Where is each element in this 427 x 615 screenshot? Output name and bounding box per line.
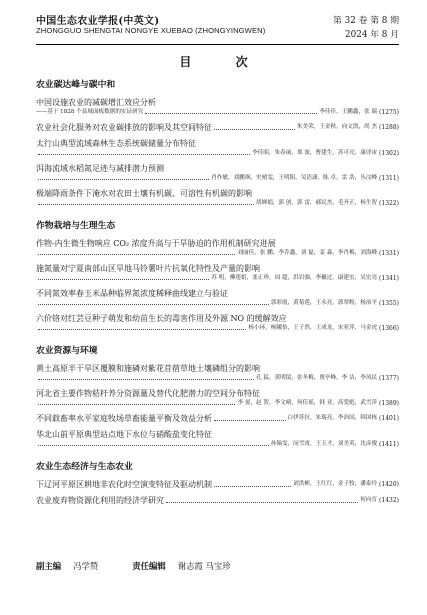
article-title[interactable]: 不同载畜率水平家庭牧场草畜能量平衡及效益分析 [36,414,212,423]
article-title[interactable]: 六价铬对红芸豆种子萌发和幼苗生长的毒害作用及外源 NO 的缓解效应 [36,314,287,323]
toc-entry[interactable] [36,263,399,283]
toc-section [36,80,399,208]
page-number: (1288) [379,124,399,131]
issue-date: 2024 年 8 月 [345,30,399,40]
article-title[interactable]: 河北省主要作物秸秆养分资源量及替代化肥潜力的空间分布特征 [36,389,260,398]
article-authors: 胡婵娟，郭 创，郭 雷，郝民杰，毛齐正，杨生智 [256,200,378,206]
article-authors: 白伊苏拉，朱瑞亮，李治国，韩国栋 [287,415,378,421]
journal-title: 中国生态农业学报(中英文) [36,16,160,27]
section-title: 农业资源与环境 [36,346,98,356]
dot-leader [38,445,269,446]
deputy-editor-label: 副主编 [36,561,62,571]
toc-section [36,462,399,506]
section-title: 农业碳达峰与碳中和 [36,80,116,90]
article-title[interactable]: 作物-内生微生物响应 CO₂ 浓度升高与干旱胁迫的作用机制研究进展 [36,239,276,248]
journal-pinyin-title: ZHONGGUO SHENGTAI NONGYE XUEBAO (ZHONGYINGWEN) [36,26,266,35]
section-title: 农业生态经济与生态农业 [36,462,133,472]
journal-header [36,12,399,42]
article-authors: 李佳佳，王鹏鑫，张 瑞 [319,109,378,115]
page-number: (1389) [379,400,399,407]
article-title[interactable]: 太行山典型流域森林生态系统碳储量分布特征 [36,139,196,148]
dot-leader [214,486,291,487]
article-title[interactable]: 中国设施农业的减碳增汇效应分析 [36,98,156,107]
dot-leader [166,502,358,503]
article-subtitle: ——基于 1828 个县域面板数据的实证研究 [36,109,144,115]
article-authors: 苏 明，柳莲娟，张正珍，周 超，洪岩强，李徽过，康建宏，吴宏亮 [211,275,378,281]
toc-entry[interactable] [36,429,399,449]
article-title[interactable]: 洱海流域水稻氮足迹与减排潜力预测 [36,164,164,173]
article-authors: 孙翰雯，闵雪霄，王玉才，刘美英，沈彦俊 [270,441,378,447]
toc-entry[interactable] [36,163,399,183]
dot-leader [38,279,209,280]
dot-leader [214,420,286,421]
article-authors: 肖作敏，刘鹏飒，史晴雯，王明阳，吴语潇，陈 卓，雷 浩，丛汶峰 [211,175,378,181]
article-authors: 杨小环，杨曦怡，王子然，王成龙，宋亚萍，马金虎 [248,325,378,331]
article-authors: 李 晏，赵 贺，李文晴，何佳瑶，韩 亚，高爱彪，武雪萍 [237,400,378,406]
article-title[interactable]: 施氮量对宁夏南部山区旱地马铃薯叶片抗氧化特性及产量的影响 [36,264,260,273]
dot-leader [38,404,235,405]
toc-entry[interactable] [36,388,399,408]
dot-leader [38,329,246,330]
toc-section [36,346,399,449]
toc-entry[interactable] [36,288,399,308]
table-of-contents [36,80,399,519]
header-divider [36,44,399,45]
toc-entry[interactable] [36,363,399,383]
dot-leader [38,179,209,180]
page-number: (1432) [379,497,399,504]
article-title[interactable]: 不同氮效率春玉米品种临界氮浓度稀释曲线建立与验证 [36,289,228,298]
toc-entry[interactable] [36,413,399,424]
article-title[interactable]: 农业社会化服务对农业碳排放的影响及其空间特征 [36,123,212,132]
article-title[interactable]: 华北山前平原典型站点地下水位与硝酸盐变化特征 [36,430,212,439]
dot-leader [214,129,295,130]
section-title: 作物栽培与生理生态 [36,221,116,231]
page-number: (1275) [379,109,399,116]
article-title[interactable]: 黄土高原半干旱区覆膜和施磷对紫花苜蓿草地土壤磷组分的影响 [36,364,260,373]
dot-leader [38,204,254,205]
article-authors: 何向育 [360,497,378,503]
toc-entry[interactable] [36,138,399,158]
page-number: (1311) [379,175,399,182]
responsible-editor-names: 谢志霞 马宝珍 [177,561,231,571]
responsible-editor-label: 责任编辑 [132,561,166,571]
page-number: (1322) [379,200,399,207]
article-authors: 刘丽佳，张 鹏，李乔鑫，刘 磊，姜 森，李肖梅，刘海峰 [237,250,378,256]
contents-heading: 目 次 [179,55,268,69]
toc-entry[interactable] [36,122,399,133]
toc-entry[interactable] [36,188,399,208]
deputy-editor-name: 冯学赞 [73,561,99,571]
page-number: (1420) [379,481,399,488]
article-authors: 刘洪彬，王红红，金子牧，潘泰玲 [293,481,378,487]
page-number: (1401) [379,415,399,422]
page-number: (1411) [379,441,399,448]
toc-entry[interactable] [36,479,399,490]
page-number: (1366) [379,325,399,332]
page-number: (1302) [379,150,399,157]
page-number: (1341) [379,275,399,282]
dot-leader [145,113,317,114]
toc-section [36,221,399,333]
toc-entry[interactable] [36,313,399,333]
article-authors: 郭彩霞，黄菊莲，王永亮，郭翠粉，杨治平 [270,300,378,306]
toc-entry[interactable] [36,495,399,506]
dot-leader [38,304,269,305]
dot-leader [38,154,250,155]
dot-leader [38,254,235,255]
editorial-footer [36,560,231,572]
toc-entry[interactable] [36,97,399,117]
article-title[interactable]: 下辽河平原区耕地非农化时空演变特征及驱动机制 [36,480,212,489]
article-authors: 孔 猛，黄明镜，张冬梅，贾亭峰，李 洁，李凤民 [256,375,378,381]
article-title[interactable]: 农业废弃物资源化利用的经济学研究 [36,496,164,505]
article-title[interactable]: 极端降雨条件下淹水对农田土壤有机碳、可溶性有机碳的影响 [36,189,252,198]
page-number: (1331) [379,250,399,257]
article-authors: 李佳昭，朱春丽，郑 波，曹建生，苏可亮，康译宙 [252,150,378,156]
page-number: (1355) [379,300,399,307]
volume-issue: 第 32 卷 第 8 期 [333,16,399,26]
toc-entry[interactable] [36,238,399,258]
dot-leader [38,379,254,380]
article-authors: 朱美荣，王金秋，向文凯，尚 杰 [296,124,378,130]
page-number: (1377) [379,375,399,382]
